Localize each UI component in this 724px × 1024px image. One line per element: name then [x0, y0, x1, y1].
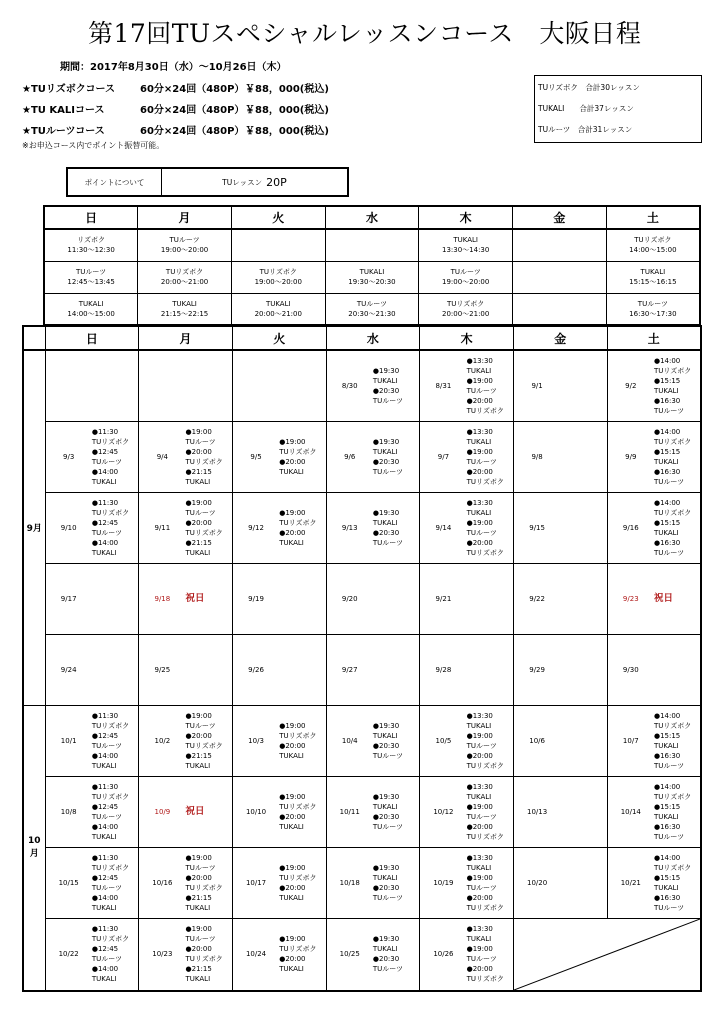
calendar-events: [560, 634, 607, 705]
calendar-week-row: [23, 634, 701, 705]
calendar-date: 9/7: [420, 421, 467, 492]
calendar-date: 9/5: [232, 421, 279, 492]
calendar-events: ●11:30 TUリズボク ●12:45 TUルーツ ●14:00 TUKALI: [92, 421, 139, 492]
calendar-events: ●13:30 TUKALI ●19:00 TUルーツ ●20:00 TUリズボク: [467, 776, 514, 847]
calendar-table: [22, 325, 702, 992]
calendar-events: ●19:00 TUリズボク ●20:00 TUKALI: [279, 847, 326, 918]
course-price: ￥88，000(税込): [245, 84, 329, 95]
points-box: [66, 167, 349, 197]
calendar-date: 9/1: [513, 350, 560, 421]
calendar-date: 9/9: [607, 421, 654, 492]
calendar-events: ●14:00 TUリズボク ●15:15 TUKALI ●16:30 TUルーツ: [654, 705, 701, 776]
lesson-totals-box: [534, 75, 702, 143]
calendar-events: ●13:30 TUKALI ●19:00 TUルーツ ●20:00 TUリズボク: [467, 705, 514, 776]
calendar-date: 10/9: [139, 776, 186, 847]
calendar-date: 10/24: [232, 918, 279, 991]
calendar-date: 10/26: [420, 918, 467, 991]
weekday-header: 金: [513, 206, 607, 229]
page-title: 第17回TUスペシャルレッスンコース 大阪日程: [88, 19, 642, 48]
schedule-cell: [513, 261, 607, 293]
weekday-header: 火: [231, 206, 325, 229]
points-lesson: TUレッスン: [222, 177, 263, 187]
schedule-cell: [513, 229, 607, 261]
calendar-date: 9/19: [232, 563, 279, 634]
schedule-cell: TUKALI 19:30～20:30: [325, 261, 419, 293]
holiday-label: 祝日: [653, 592, 673, 604]
calendar-events: ●19:00 TUルーツ ●20:00 TUリズボク ●21:15 TUKALI: [186, 847, 233, 918]
calendar-date: 10/1: [45, 705, 92, 776]
calendar-events: [560, 705, 607, 776]
calendar-events: ●13:30 TUKALI ●19:00 TUルーツ ●20:00 TUリズボク: [467, 350, 514, 421]
calendar-events: ●19:00 TUルーツ ●20:00 TUリズボク ●21:15 TUKALI: [186, 918, 233, 991]
schedule-cell: [231, 229, 325, 261]
weekday-header: 水: [325, 206, 419, 229]
calendar-date: 10/21: [607, 847, 654, 918]
calendar-date: 9/8: [513, 421, 560, 492]
calendar-week-row: [23, 918, 701, 991]
calendar-date: 9/20: [326, 563, 373, 634]
calendar-events: [467, 563, 514, 634]
calendar-date: 9/2: [607, 350, 654, 421]
schedule-row: [44, 229, 700, 261]
calendar-events: ●19:30 TUKALI ●20:30 TUルーツ: [373, 776, 420, 847]
empty-crossed-cell: [513, 918, 701, 991]
holiday-label: 祝日: [185, 592, 205, 604]
calendar-date: 9/3: [45, 421, 92, 492]
calendar-date: 10/20: [513, 847, 560, 918]
calendar-date: [139, 350, 186, 421]
calendar-date: 10/11: [326, 776, 373, 847]
calendar-date: 10/17: [232, 847, 279, 918]
schedule-cell: TUリズボク 20:00～21:00: [138, 261, 232, 293]
calendar-date: 9/29: [513, 634, 560, 705]
calendar-week-row: [23, 563, 701, 634]
calendar-events: ●19:30 TUKALI ●20:30 TUルーツ: [373, 705, 420, 776]
calendar-events: ●11:30 TUリズボク ●12:45 TUルーツ ●14:00 TUKALI: [92, 492, 139, 563]
weekday-header: 日: [45, 326, 139, 350]
calendar-date: 9/14: [420, 492, 467, 563]
calendar-date: 9/4: [139, 421, 186, 492]
calendar-events: [279, 563, 326, 634]
calendar-events: [654, 634, 701, 705]
calendar-events: ●13:30 TUKALI ●19:00 TUルーツ ●20:00 TUリズボク: [467, 421, 514, 492]
weekday-header: 水: [326, 326, 420, 350]
calendar-events: [560, 350, 607, 421]
schedule-cell: TUリズボク 20:00～21:00: [419, 293, 513, 325]
calendar-events: ●19:00 TUリズボク ●20:00 TUKALI: [279, 705, 326, 776]
points-amount: 20P: [266, 175, 287, 189]
schedule-cell: TUKALI 21:15～22:15: [138, 293, 232, 325]
course-price: ￥88，000(税込): [245, 126, 329, 137]
schedule-cell: TUリズボク 14:00～15:00: [606, 229, 700, 261]
calendar-date: 9/12: [232, 492, 279, 563]
calendar-date: 10/4: [326, 705, 373, 776]
calendar-events: [186, 776, 233, 847]
calendar-date: 10/23: [139, 918, 186, 991]
calendar-date: 10/3: [232, 705, 279, 776]
course-name: ★TU KALIコース: [22, 105, 105, 116]
calendar-date: 10/6: [513, 705, 560, 776]
calendar-events: ●14:00 TUリズボク ●15:15 TUKALI ●16:30 TUルーツ: [654, 776, 701, 847]
calendar-events: [279, 350, 326, 421]
course-line: [22, 80, 329, 95]
calendar-events: ●14:00 TUリズボク ●15:15 TUKALI ●16:30 TUルーツ: [654, 847, 701, 918]
calendar-date: 9/16: [607, 492, 654, 563]
calendar-events: ●19:00 TUルーツ ●20:00 TUリズボク ●21:15 TUKALI: [186, 421, 233, 492]
month-header-corner: [23, 326, 45, 350]
course-detail: 60分×24回（480P）: [140, 126, 245, 137]
calendar-date: 9/28: [420, 634, 467, 705]
weekday-header: 木: [420, 326, 514, 350]
points-value: [162, 169, 347, 195]
calendar-date: 9/21: [420, 563, 467, 634]
weekday-header: 月: [138, 206, 232, 229]
calendar-events: ●19:00 TUリズボク ●20:00 TUKALI: [279, 421, 326, 492]
calendar-events: ●11:30 TUリズボク ●12:45 TUルーツ ●14:00 TUKALI: [92, 705, 139, 776]
calendar-date: 10/25: [326, 918, 373, 991]
calendar-events: [279, 634, 326, 705]
calendar-events: [654, 563, 701, 634]
calendar-date: 10/14: [607, 776, 654, 847]
schedule-cell: TUルーツ 12:45～13:45: [44, 261, 138, 293]
calendar-events: [560, 563, 607, 634]
month-label: 10月: [23, 705, 45, 991]
calendar-date: 9/11: [139, 492, 186, 563]
calendar-events: ●14:00 TUリズボク ●15:15 TUKALI ●16:30 TUルーツ: [654, 350, 701, 421]
calendar-week-row: [23, 705, 701, 776]
weekday-header: 火: [232, 326, 326, 350]
schedule-cell: TUルーツ 16:30～17:30: [606, 293, 700, 325]
note-text: ※お申込コース内でポイント振替可能。: [22, 141, 165, 150]
schedule-cell: [513, 293, 607, 325]
calendar-date: 10/5: [420, 705, 467, 776]
calendar-date: 10/7: [607, 705, 654, 776]
weekday-header: 木: [419, 206, 513, 229]
weekday-header: 土: [607, 326, 701, 350]
schedule-cell: TUKALI 15:15～16:15: [606, 261, 700, 293]
calendar-events: ●14:00 TUリズボク ●15:15 TUKALI ●16:30 TUルーツ: [654, 492, 701, 563]
course-detail: 60分×24回（480P）: [140, 84, 245, 95]
calendar-date: 10/19: [420, 847, 467, 918]
weekly-schedule-table: [43, 205, 701, 326]
calendar-events: [92, 350, 139, 421]
calendar-week-row: [23, 776, 701, 847]
schedule-row: [44, 293, 700, 325]
weekday-header: 日: [44, 206, 138, 229]
total-line: TUルーツ 合計31レッスン: [538, 125, 633, 134]
calendar-date: 9/23: [607, 563, 654, 634]
calendar-date: 9/30: [607, 634, 654, 705]
schedule-cell: TUリズボク 19:00～20:00: [231, 261, 325, 293]
period-text: 期間：2017年8月30日（水）～10月26日（木）: [60, 62, 287, 73]
course-price: ￥88，000(税込): [245, 105, 329, 116]
weekday-header: 月: [139, 326, 233, 350]
calendar-events: ●19:30 TUKALI ●20:30 TUルーツ: [373, 492, 420, 563]
calendar-events: ●19:00 TUリズボク ●20:00 TUKALI: [279, 776, 326, 847]
course-detail: 60分×24回（480P）: [140, 105, 245, 116]
calendar-events: [186, 634, 233, 705]
calendar-week-row: [23, 350, 701, 421]
calendar-date: 10/15: [45, 847, 92, 918]
calendar-events: ●19:00 TUリズボク ●20:00 TUKALI: [279, 918, 326, 991]
calendar-events: ●19:30 TUKALI ●20:30 TUルーツ: [373, 421, 420, 492]
calendar-events: ●19:30 TUKALI ●20:30 TUルーツ: [373, 918, 420, 991]
calendar-date: 9/17: [45, 563, 92, 634]
total-line: TUKALI 合計37レッスン: [538, 104, 634, 113]
course-line: [22, 122, 329, 137]
calendar-date: 9/25: [139, 634, 186, 705]
calendar-events: ●13:30 TUKALI ●19:00 TUルーツ ●20:00 TUリズボク: [467, 492, 514, 563]
calendar-events: ●19:30 TUKALI ●20:30 TUルーツ: [373, 350, 420, 421]
schedule-cell: TUルーツ 20:30～21:30: [325, 293, 419, 325]
total-line: TUリズボク 合計30レッスン: [538, 83, 640, 92]
calendar-date: 9/24: [45, 634, 92, 705]
calendar-events: ●13:30 TUKALI ●19:00 TUルーツ ●20:00 TUリズボク: [467, 847, 514, 918]
calendar-date: [45, 350, 92, 421]
calendar-events: [373, 563, 420, 634]
points-label: ポイントについて: [68, 169, 162, 195]
calendar-date: 10/8: [45, 776, 92, 847]
calendar-events: [560, 492, 607, 563]
course-name: ★TUルーツコース: [22, 126, 105, 137]
calendar-events: ●19:00 TUルーツ ●20:00 TUリズボク ●21:15 TUKALI: [186, 492, 233, 563]
calendar-date: 9/18: [139, 563, 186, 634]
calendar-events: [560, 776, 607, 847]
calendar-date: 10/16: [139, 847, 186, 918]
calendar-week-row: [23, 847, 701, 918]
calendar-date: 10/2: [139, 705, 186, 776]
calendar-date: 10/13: [513, 776, 560, 847]
calendar-week-row: [23, 421, 701, 492]
course-name: ★TUリズボクコース: [22, 84, 116, 95]
schedule-cell: TUKALI 20:00～21:00: [231, 293, 325, 325]
calendar-date: 8/30: [326, 350, 373, 421]
schedule-cell: TUKALI 14:00～15:00: [44, 293, 138, 325]
calendar-date: 9/6: [326, 421, 373, 492]
calendar-date: 9/15: [513, 492, 560, 563]
calendar-events: [560, 421, 607, 492]
schedule-cell: TUKALI 13:30～14:30: [419, 229, 513, 261]
schedule-row: [44, 261, 700, 293]
calendar-date: 8/31: [420, 350, 467, 421]
calendar-week-row: [23, 492, 701, 563]
calendar-date: 9/26: [232, 634, 279, 705]
schedule-cell: TUルーツ 19:00～20:00: [138, 229, 232, 261]
calendar-events: ●11:30 TUリズボク ●12:45 TUルーツ ●14:00 TUKALI: [92, 847, 139, 918]
calendar-events: ●13:30 TUKALI ●19:00 TUルーツ ●20:00 TUリズボク: [467, 918, 514, 991]
calendar-events: ●19:00 TUリズボク ●20:00 TUKALI: [279, 492, 326, 563]
calendar-events: [560, 847, 607, 918]
calendar-date: 9/22: [513, 563, 560, 634]
calendar-date: 9/27: [326, 634, 373, 705]
calendar-date: 10/12: [420, 776, 467, 847]
calendar-events: [186, 563, 233, 634]
calendar-date: 9/10: [45, 492, 92, 563]
calendar-date: 10/18: [326, 847, 373, 918]
calendar-events: [186, 350, 233, 421]
calendar-events: ●11:30 TUリズボク ●12:45 TUルーツ ●14:00 TUKALI: [92, 776, 139, 847]
calendar-events: [467, 634, 514, 705]
calendar-date: 10/10: [232, 776, 279, 847]
calendar-date: [232, 350, 279, 421]
weekday-header: 土: [606, 206, 700, 229]
calendar-date: 9/13: [326, 492, 373, 563]
schedule-cell: TUルーツ 19:00～20:00: [419, 261, 513, 293]
calendar-events: ●19:30 TUKALI ●20:30 TUルーツ: [373, 847, 420, 918]
calendar-events: ●14:00 TUリズボク ●15:15 TUKALI ●16:30 TUルーツ: [654, 421, 701, 492]
calendar-events: ●11:30 TUリズボク ●12:45 TUルーツ ●14:00 TUKALI: [92, 918, 139, 991]
calendar-events: [92, 634, 139, 705]
calendar-events: [373, 634, 420, 705]
holiday-label: 祝日: [185, 805, 205, 817]
month-label: 9月: [23, 350, 45, 705]
calendar-events: [92, 563, 139, 634]
course-line: [22, 101, 329, 116]
calendar-date: 10/22: [45, 918, 92, 991]
calendar-events: ●19:00 TUルーツ ●20:00 TUリズボク ●21:15 TUKALI: [186, 705, 233, 776]
weekday-header: 金: [513, 326, 607, 350]
schedule-cell: リズボク 11:30～12:30: [44, 229, 138, 261]
schedule-cell: [325, 229, 419, 261]
